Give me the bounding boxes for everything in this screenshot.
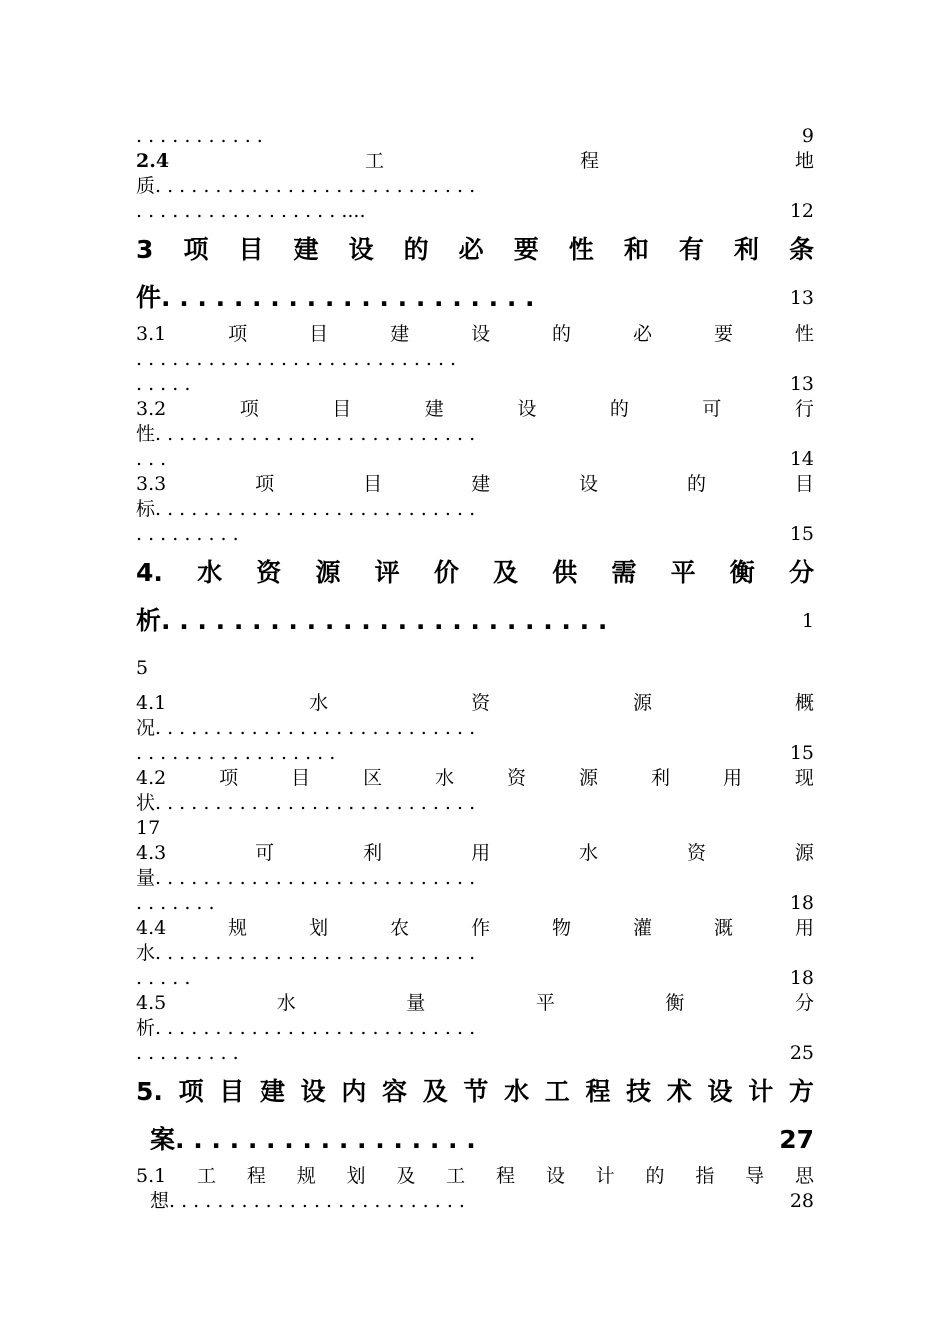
title-char: 要: [713, 323, 733, 345]
title-char: 概: [794, 692, 814, 714]
title-char: 建: [390, 323, 410, 345]
title-char: 标: [136, 498, 156, 520]
page-number: 13: [789, 373, 814, 395]
section-number: 3.2: [136, 398, 167, 420]
leader-dots: . . . . . . . . . . . . . . . . . . . . . . . . . . .: [155, 867, 476, 889]
title-char: 利: [733, 235, 759, 264]
title-char: 及: [396, 1165, 416, 1187]
title-char: 设: [545, 1165, 565, 1187]
leader-dots: . . . . . . . . . . . . . . . . . . . . . . . . .: [169, 1190, 465, 1212]
toc-dot-line: [136, 372, 814, 397]
title-char: 区: [363, 767, 383, 789]
title-char: 目: [363, 473, 383, 495]
page-number: 27: [779, 1125, 814, 1154]
toc-chapter-4: [136, 549, 814, 597]
leader-dots: . . . . . . . . . . . . . . . . .: [175, 1125, 476, 1154]
section-number: 4.1: [136, 692, 167, 714]
title-char: 目: [219, 1077, 245, 1106]
section-number: 4.3: [136, 842, 167, 864]
title-char: 可: [702, 398, 722, 420]
title-char: 项: [183, 235, 209, 264]
toc-entry-4-4-continued: [136, 941, 814, 966]
toc-entry-4-1-continued: [136, 716, 814, 741]
title-char: 项: [239, 398, 259, 420]
chapter-number: 5.: [136, 1077, 163, 1106]
leader-dots: . . .: [136, 448, 167, 470]
title-char: 方: [788, 1077, 814, 1106]
title-char: 目: [309, 323, 329, 345]
toc-entry-3-1: [136, 322, 814, 347]
title-char: 条: [788, 235, 814, 264]
title-char: 节: [463, 1077, 489, 1106]
page-number: 15: [789, 523, 814, 545]
title-char: 建: [259, 1077, 285, 1106]
leader-dots: . . . . . . . . . . . . . . . . . . . . . . . . . . .: [155, 942, 476, 964]
title-char: 评: [374, 558, 400, 587]
title-char: 农: [390, 917, 410, 939]
title-char: 程: [246, 1165, 266, 1187]
title-char: 况: [136, 717, 156, 739]
toc-dot-line: [136, 966, 814, 991]
title-char: 程: [496, 1165, 516, 1187]
page-number: 9: [801, 125, 814, 147]
title-char: 建: [293, 235, 319, 264]
title-char: 性: [136, 423, 156, 445]
title-char: 现: [794, 767, 814, 789]
leader-dots: . . . . . . . . . . . . . . . . .: [136, 742, 336, 764]
title-char: 工: [365, 150, 385, 172]
toc-chapter-3-continued: [136, 274, 814, 322]
title-char: 源: [794, 842, 814, 864]
toc-entry-4-2: [136, 766, 814, 791]
chapter-number: 3: [136, 235, 154, 264]
title-char: 项: [178, 1077, 204, 1106]
section-number: 5.1: [136, 1165, 167, 1187]
title-char: 价: [433, 558, 459, 587]
title-char: 工: [544, 1077, 570, 1106]
toc-chapter-5-continued: [136, 1116, 814, 1164]
toc-dot-line: [136, 199, 814, 224]
table-of-contents: [136, 124, 814, 1214]
page-number: 5: [136, 657, 149, 679]
title-char: 衡: [729, 558, 755, 587]
leader-dots: . . . . . . . . . . . . . . . . . . . . . . . . . . .: [155, 175, 476, 197]
title-char: 析: [136, 1017, 156, 1039]
section-number: 2.4: [136, 150, 170, 172]
title-char: 物: [552, 917, 572, 939]
title-char: 术: [666, 1077, 692, 1106]
page-number-wrap: [136, 645, 814, 691]
section-number: 3.1: [136, 323, 167, 345]
title-char: 设: [348, 235, 374, 264]
leader-dots: . . . . .: [136, 967, 191, 989]
toc-dot-line: [136, 891, 814, 916]
page-number: 18: [789, 967, 814, 989]
title-char: 源: [315, 558, 341, 587]
leader-dots: . . . . . . . . . . . . . . . . . . . . .: [161, 283, 535, 312]
title-char: 设: [579, 473, 599, 495]
title-char: 计: [595, 1165, 615, 1187]
title-char: 衡: [665, 992, 685, 1014]
title-char: 要: [513, 235, 539, 264]
title-char: 必: [458, 235, 484, 264]
title-char: 灌: [633, 917, 653, 939]
title-char: 可: [255, 842, 275, 864]
title-char: 指: [695, 1165, 715, 1187]
title-char: 资: [256, 558, 282, 587]
title-char: 工: [446, 1165, 466, 1187]
title-char: 的: [645, 1165, 665, 1187]
leader-dots: . . . . . . . . . . . . . . . . . . . . . . . . . . .: [155, 498, 476, 520]
title-char: 量: [406, 992, 426, 1014]
title-char: 件: [136, 283, 162, 312]
title-char: 的: [403, 235, 429, 264]
toc-dot-line: [136, 347, 814, 372]
title-char: 项: [228, 323, 248, 345]
toc-entry-4-3: [136, 841, 814, 866]
title-char: 思: [794, 1165, 814, 1187]
page-number-wrap: [136, 816, 814, 841]
title-char: 性: [794, 323, 814, 345]
leader-dots: . . . . .: [136, 373, 191, 395]
title-char: 资: [471, 692, 491, 714]
toc-entry-5-1-continued: [136, 1189, 814, 1214]
leader-dots: . . . . . . . . . . . . . . . . . . . . . . . . . . .: [136, 348, 457, 370]
title-char: 划: [309, 917, 329, 939]
page-number: 12: [789, 200, 814, 222]
title-char: 用: [722, 767, 742, 789]
toc-dot-line: [136, 447, 814, 472]
title-char: 性: [568, 235, 594, 264]
title-char: 的: [552, 323, 572, 345]
page-number: 13: [789, 287, 814, 309]
section-number: 4.4: [136, 917, 167, 939]
title-char: 水: [504, 1077, 530, 1106]
chapter-number: 4.: [136, 558, 163, 587]
title-char: 用: [794, 917, 814, 939]
toc-dot-line: [136, 124, 814, 149]
title-char: 供: [552, 558, 578, 587]
title-char: 水: [435, 767, 455, 789]
toc-entry-2-4: [136, 149, 814, 174]
leader-dots: . . . . . . . . . . . . . . . . . ....: [136, 200, 366, 222]
page-number: 28: [789, 1190, 814, 1212]
toc-entry-4-3-continued: [136, 866, 814, 891]
page-number: 17: [136, 817, 161, 839]
toc-chapter-5: [136, 1068, 814, 1116]
title-char: 设: [471, 323, 491, 345]
leader-dots: . . . . . . . . . . . . . . . . . . . . . . . . . . .: [155, 423, 476, 445]
title-char: 质: [136, 175, 156, 197]
title-char: 利: [650, 767, 670, 789]
leader-dots: . . . . . . . . . . . . . . . . . . . . . . . . .: [161, 606, 608, 635]
title-char: 目: [291, 767, 311, 789]
title-char: 量: [136, 867, 156, 889]
title-char: 源: [579, 767, 599, 789]
toc-entry-3-2: [136, 397, 814, 422]
leader-dots: . . . . . . . . . . . . . . . . . . . . . . . . . . .: [155, 1017, 476, 1039]
toc-entry-4-2-continued: [136, 791, 814, 816]
toc-entry-4-1: [136, 691, 814, 716]
title-char: 状: [136, 792, 156, 814]
title-char: 程: [579, 150, 599, 172]
section-number: 4.5: [136, 992, 167, 1014]
title-char: 设: [517, 398, 537, 420]
toc-chapter-3: [136, 226, 814, 274]
toc-dot-line: [136, 522, 814, 547]
title-char: 工: [197, 1165, 217, 1187]
title-char: 划: [346, 1165, 366, 1187]
leader-dots: . . . . . . . . . . . . . . . . . . . . . . . . . . .: [155, 717, 476, 739]
title-char: 分: [794, 992, 814, 1014]
title-char: 作: [471, 917, 491, 939]
leader-dots: . . . . . . . . .: [136, 1042, 239, 1064]
title-char: 的: [609, 398, 629, 420]
title-char: 水: [136, 942, 156, 964]
title-char: 平: [535, 992, 555, 1014]
title-char: 分: [788, 558, 814, 587]
title-char: 及: [422, 1077, 448, 1106]
title-char: 案: [150, 1125, 176, 1154]
title-char: 及: [493, 558, 519, 587]
title-char: 程: [585, 1077, 611, 1106]
section-number: 4.2: [136, 767, 167, 789]
title-char: 资: [686, 842, 706, 864]
toc-chapter-4-continued: [136, 597, 814, 645]
title-char: 有: [678, 235, 704, 264]
leader-dots: . . . . . . .: [136, 892, 215, 914]
title-char: 用: [471, 842, 491, 864]
title-char: 项: [255, 473, 275, 495]
title-char: 平: [670, 558, 696, 587]
page-number: 18: [789, 892, 814, 914]
title-char: 水: [276, 992, 296, 1014]
title-char: 析: [136, 606, 162, 635]
title-char: 水: [309, 692, 329, 714]
section-number: 3.3: [136, 473, 167, 495]
title-char: 和: [623, 235, 649, 264]
title-char: 行: [794, 398, 814, 420]
title-char: 水: [197, 558, 223, 587]
toc-entry-2-4-continued: [136, 174, 814, 199]
title-char: 内: [341, 1077, 367, 1106]
toc-entry-4-5-continued: [136, 1016, 814, 1041]
toc-entry-4-4: [136, 916, 814, 941]
title-char: 设: [300, 1077, 326, 1106]
page-number: 1: [801, 610, 814, 632]
title-char: 资: [507, 767, 527, 789]
toc-dot-line: [136, 741, 814, 766]
title-char: 水: [579, 842, 599, 864]
leader-dots: . . . . . . . . . . .: [136, 125, 263, 147]
toc-entry-3-3: [136, 472, 814, 497]
title-char: 目: [238, 235, 264, 264]
title-char: 规: [296, 1165, 316, 1187]
title-char: 技: [626, 1077, 652, 1106]
title-char: 项: [219, 767, 239, 789]
title-char: 建: [424, 398, 444, 420]
page-number: 14: [789, 448, 814, 470]
title-char: 想: [150, 1190, 170, 1212]
toc-dot-line: [136, 1041, 814, 1066]
leader-dots: . . . . . . . . .: [136, 523, 239, 545]
toc-entry-3-2-continued: [136, 422, 814, 447]
toc-entry-5-1: [136, 1164, 814, 1189]
title-char: 容: [382, 1077, 408, 1106]
title-char: 建: [471, 473, 491, 495]
title-char: 利: [363, 842, 383, 864]
title-char: 目: [794, 473, 814, 495]
toc-entry-3-3-continued: [136, 497, 814, 522]
title-char: 导: [745, 1165, 765, 1187]
title-char: 溉: [713, 917, 733, 939]
title-char: 地: [794, 150, 814, 172]
title-char: 设: [707, 1077, 733, 1106]
page-number: 25: [789, 1042, 814, 1064]
page-number: 15: [789, 742, 814, 764]
title-char: 必: [633, 323, 653, 345]
toc-entry-4-5: [136, 991, 814, 1016]
title-char: 需: [611, 558, 637, 587]
title-char: 的: [686, 473, 706, 495]
leader-dots: . . . . . . . . . . . . . . . . . . . . . . . . . . .: [155, 792, 476, 814]
title-char: 规: [228, 917, 248, 939]
title-char: 源: [633, 692, 653, 714]
title-char: 计: [748, 1077, 774, 1106]
title-char: 目: [332, 398, 352, 420]
